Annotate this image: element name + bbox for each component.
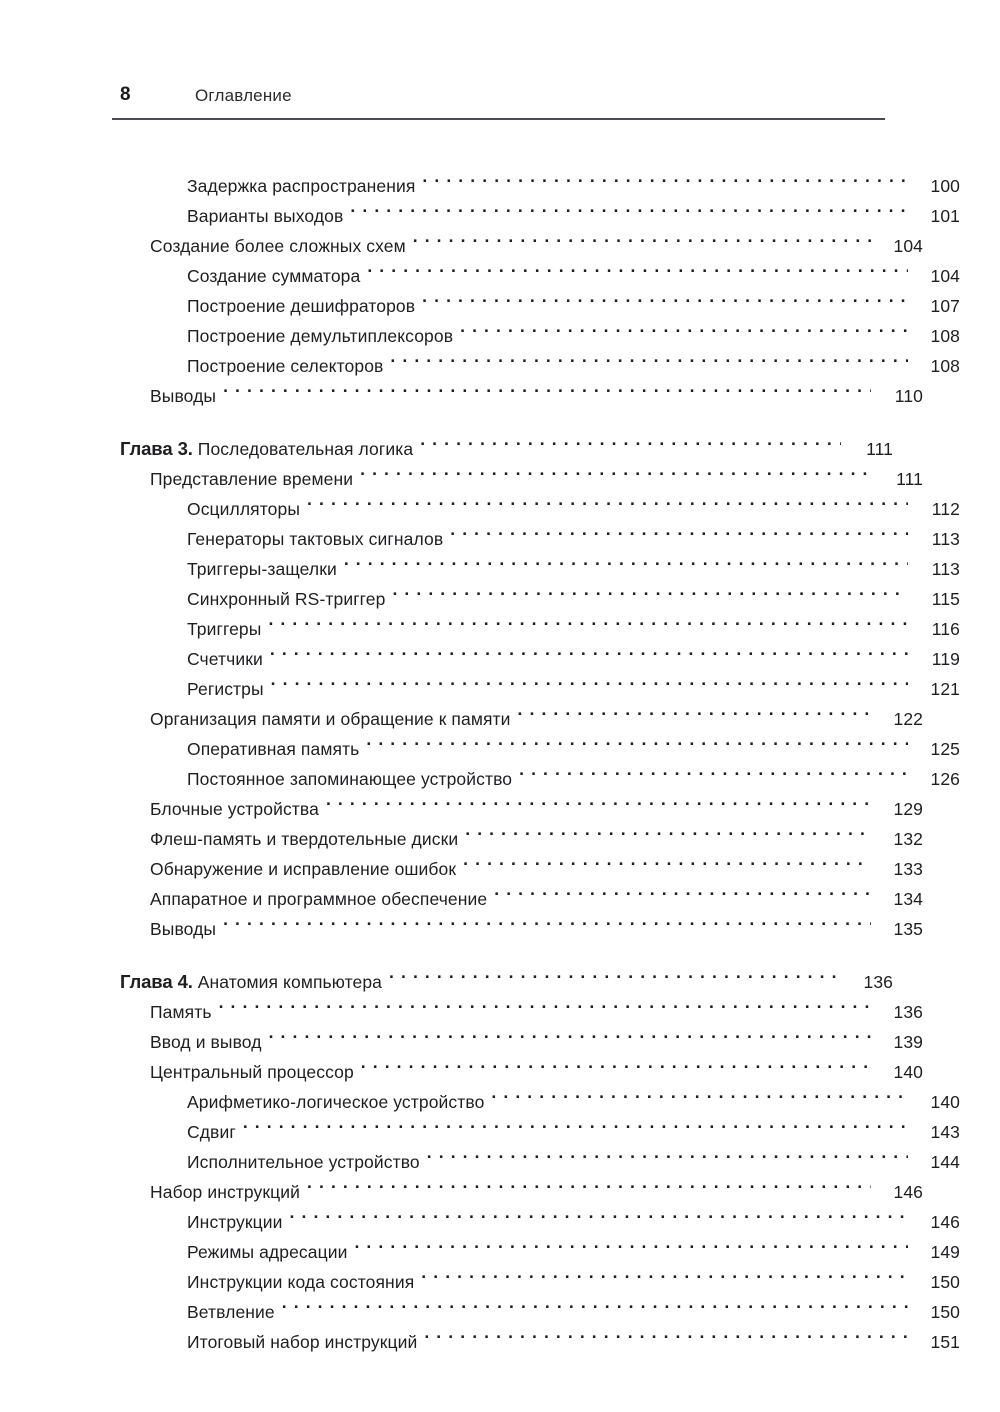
toc-page-number: 104 (930, 266, 960, 286)
toc-page-number: 119 (931, 649, 960, 669)
toc-page-number: 149 (930, 1242, 960, 1262)
dot-leader (326, 785, 871, 815)
dot-leader (270, 635, 908, 665)
dot-leader (360, 455, 871, 485)
toc-entry-label: Создание сумматора (187, 266, 361, 286)
toc-page-number: 146 (930, 1212, 960, 1232)
toc-page-number: 129 (893, 799, 923, 819)
toc-page-number: 140 (930, 1092, 960, 1112)
page-folio: 8 (120, 84, 131, 105)
dot-leader (269, 1018, 871, 1048)
toc-entry-label: Сдвиг (187, 1122, 236, 1142)
toc-page-number: 133 (893, 859, 923, 879)
toc-entry-label: Варианты выходов (187, 206, 344, 226)
toc-page-number: 144 (930, 1152, 960, 1172)
toc-page-number: 107 (930, 296, 960, 316)
toc-page-number: 115 (931, 589, 960, 609)
toc-entry-label: Обнаружение и исправление ошибок (150, 859, 457, 879)
toc-list (112, 162, 960, 1352)
toc-entry-label: Осцилляторы (187, 499, 301, 519)
toc-chapter-entry[interactable] (112, 958, 893, 992)
dot-leader (460, 312, 908, 342)
dot-leader (518, 695, 871, 725)
dot-leader (282, 1288, 908, 1318)
dot-leader (361, 1048, 871, 1078)
chapter-title: Последовательная логика (197, 439, 414, 459)
toc-page-number: 112 (931, 499, 960, 519)
toc-entry-label: Блочные устройства (150, 799, 319, 819)
dot-leader (450, 515, 908, 545)
toc-page-number: 101 (930, 206, 960, 226)
dot-leader (344, 545, 908, 575)
toc-entry-label: Аппаратное и программное обеспечение (150, 889, 488, 909)
toc-page-number: 116 (931, 619, 960, 639)
toc-page-number: 132 (893, 829, 923, 849)
dot-leader (366, 725, 908, 755)
toc-entry-label: Построение дешифраторов (187, 296, 416, 316)
toc-page-number: 136 (863, 972, 893, 992)
toc-page-number: 150 (930, 1272, 960, 1292)
toc-entry-label: Набор инструкций (150, 1182, 301, 1202)
toc-page-number: 113 (931, 529, 960, 549)
toc-page-number: 122 (893, 709, 923, 729)
toc-entry-label: Память (150, 1002, 212, 1022)
toc-page-number: 125 (930, 739, 960, 759)
dot-leader (390, 342, 908, 372)
dot-leader (307, 1168, 871, 1198)
running-head (112, 82, 885, 112)
toc-entry-label: Регистры (187, 679, 264, 699)
dot-leader (389, 958, 841, 988)
dot-leader (354, 1228, 908, 1258)
dot-leader (463, 845, 871, 875)
toc-entry-label: Инструкции кода состояния (187, 1272, 415, 1292)
dot-leader (223, 372, 871, 402)
header-divider (112, 118, 885, 120)
toc-entry-label: Центральный процессор (150, 1062, 354, 1082)
dot-leader (491, 1078, 908, 1108)
dot-leader (421, 1258, 908, 1288)
dot-leader (494, 875, 871, 905)
chapter-number: Глава 3. (120, 438, 193, 459)
toc-entry-label: Синхронный RS-триггер (187, 589, 386, 609)
toc-page-number: 121 (930, 679, 960, 699)
toc-page-number: 126 (930, 769, 960, 789)
toc-entry-label: Создание более сложных схем (150, 236, 406, 256)
dot-leader (268, 605, 908, 635)
toc-entry-label: Построение демультиплексоров (187, 326, 454, 346)
toc-entry-label: Построение селекторов (187, 356, 384, 376)
toc-page-number: 143 (930, 1122, 960, 1142)
dot-leader (465, 815, 871, 845)
toc-page-number: 135 (893, 919, 923, 939)
toc-entry-label: Исполнительное устройство (187, 1152, 420, 1172)
toc-page-number: 104 (893, 236, 923, 256)
toc-page-number: 134 (893, 889, 923, 909)
dot-leader (367, 252, 908, 282)
toc-entry-label: Генераторы тактовых сигналов (187, 529, 444, 549)
toc-page-number: 139 (893, 1032, 923, 1052)
dot-leader (243, 1108, 908, 1138)
toc-entry-label: Триггеры (187, 619, 262, 639)
page-title: Оглавление (195, 86, 292, 105)
toc-entry-label: Организация памяти и обращение к памяти (150, 709, 511, 729)
toc-page-number: 140 (893, 1062, 923, 1082)
dot-leader (420, 425, 841, 455)
toc-entry[interactable] (112, 988, 923, 1022)
toc-page-number: 108 (930, 326, 960, 346)
chapter-number: Глава 4. (120, 971, 193, 992)
toc-entry[interactable] (112, 162, 960, 196)
toc-entry-label: Представление времени (150, 469, 354, 489)
toc-page-number: 151 (930, 1332, 960, 1352)
dot-leader (413, 222, 871, 252)
toc-entry-label: Флеш-память и твердотельные диски (150, 829, 459, 849)
toc-page-number: 110 (894, 386, 923, 406)
toc-page-number: 111 (866, 439, 893, 459)
toc-entry-label: Задержка распространения (187, 176, 416, 196)
toc-entry-label: Итоговый набор инструкций (187, 1332, 418, 1352)
dot-leader (422, 282, 908, 312)
toc-entry-label: Выводы (150, 386, 217, 406)
toc-entry-label: Счетчики (187, 649, 263, 669)
dot-leader (424, 1318, 908, 1348)
toc-page-number: 150 (930, 1302, 960, 1322)
toc-entry-label: Выводы (150, 919, 217, 939)
toc-entry-label: Ветвление (187, 1302, 275, 1322)
toc-entry[interactable] (112, 905, 923, 939)
toc-entry-label: Арифметико-логическое устройство (187, 1092, 485, 1112)
toc-entry[interactable] (112, 1018, 923, 1052)
toc-entry-label: Режимы адресации (187, 1242, 348, 1262)
toc-page-number: 146 (893, 1182, 923, 1202)
toc-entry-label: Ввод и вывод (150, 1032, 262, 1052)
toc-entry[interactable] (112, 372, 923, 406)
toc-page-number: 108 (930, 356, 960, 376)
toc-page-number: 136 (893, 1002, 923, 1022)
dot-leader (392, 575, 908, 605)
toc-entry-label: Инструкции (187, 1212, 283, 1232)
dot-leader (290, 1198, 908, 1228)
dot-leader (271, 665, 908, 695)
toc-page-number: 100 (930, 176, 960, 196)
dot-leader (350, 192, 908, 222)
toc-entry-label: Оперативная память (187, 739, 360, 759)
dot-leader (219, 988, 871, 1018)
toc-page-number: 113 (931, 559, 960, 579)
dot-leader (223, 905, 871, 935)
dot-leader (427, 1138, 908, 1168)
dot-leader (519, 755, 908, 785)
toc-entry-label: Постоянное запоминающее устройство (187, 769, 513, 789)
toc-entry-label: Триггеры-защелки (187, 559, 337, 579)
dot-leader (422, 162, 908, 192)
toc-page-number: 111 (896, 469, 923, 489)
chapter-title: Анатомия компьютера (197, 972, 383, 992)
dot-leader (307, 485, 908, 515)
toc-chapter-entry[interactable] (112, 425, 893, 459)
